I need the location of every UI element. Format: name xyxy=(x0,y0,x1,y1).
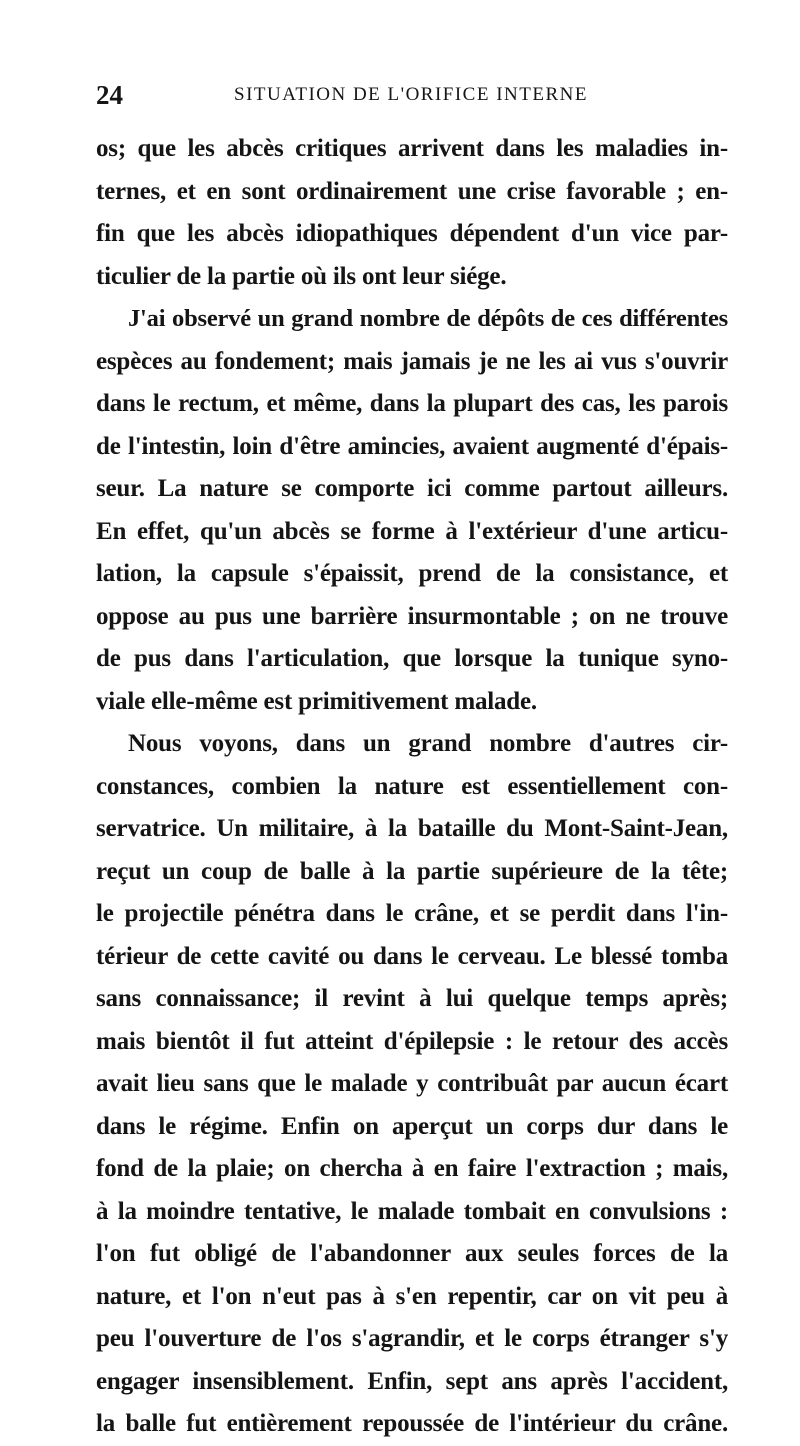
text-line: En effet, qu'un abcès se forme à l'extérieur d'une articu- xyxy=(96,517,728,545)
text-line: dans le régime. Enfin on aperçut un corps dur dans le xyxy=(96,1112,728,1140)
text-line: fond de la plaie; on chercha à en faire l'extraction ; mais, xyxy=(96,1155,728,1182)
text-line: ternes, et en sont ordinairement une crise favorable ; en- xyxy=(96,177,728,205)
text-line: seur. La nature se comporte ici comme partout ailleurs. xyxy=(96,475,728,502)
text-line: sans connaissance; il revint à lui quelque temps après; xyxy=(96,985,728,1012)
text-line: dans le rectum, et même, dans la plupart des cas, les parois xyxy=(96,390,728,417)
running-title: SITUATION DE L'ORIFICE INTERNE xyxy=(234,84,588,105)
text-line: de pus dans l'articulation, que lorsque la tunique syno- xyxy=(96,645,728,672)
text-line: constances, combien la nature est essentiellement con- xyxy=(96,772,728,800)
text-line: viale elle-même est primitivement malade. xyxy=(96,687,537,715)
running-head xyxy=(96,78,726,112)
text-line: peu l'ouverture de l'os s'agrandir, et le corps étranger s'y xyxy=(96,1325,728,1352)
text-line: os; que les abcès critiques arrivent dans les maladies in- xyxy=(96,135,728,162)
text-line: mais bientôt il fut atteint d'épilepsie : le retour des accès xyxy=(96,1027,728,1055)
text-line: oppose au pus une barrière insurmontable ; on ne trouve xyxy=(96,602,728,630)
text-line: espèces au fondement; mais jamais je ne les ai vus s'ouvrir xyxy=(96,347,728,375)
body-text xyxy=(96,128,728,1446)
text-line: Nous voyons, dans un grand nombre d'autres cir- xyxy=(128,730,728,757)
text-line: à la moindre tentative, le malade tombait en convulsions : xyxy=(96,1197,728,1225)
text-line: lation, la capsule s'épaissit, prend de la consistance, et xyxy=(96,560,728,587)
text-line: térieur de cette cavité ou dans le cerveau. Le blessé tomba xyxy=(96,942,728,970)
text-line: l'on fut obligé de l'abandonner aux seules forces de la xyxy=(96,1240,728,1267)
text-line: J'ai observé un grand nombre de dépôts de ces différentes xyxy=(128,305,728,332)
text-line: avait lieu sans que le malade y contribuât par aucun écart xyxy=(96,1070,728,1097)
page-number: 24 xyxy=(96,80,123,110)
text-line: la balle fut entièrement repoussée de l'intérieur du crâne. xyxy=(96,1410,728,1437)
text-line: reçut un coup de balle à la partie supérieure de la tête; xyxy=(96,857,728,885)
text-line: nature, et l'on n'eut pas à s'en repentir, car on vit peu à xyxy=(96,1282,728,1310)
text-line: ticulier de la partie où ils ont leur siége. xyxy=(96,262,507,290)
text-line: le projectile pénétra dans le crâne, et se perdit dans l'in- xyxy=(96,900,728,927)
text-line: de l'intestin, loin d'être amincies, avaient augmenté d'épais- xyxy=(96,432,728,460)
text-line: engager insensiblement. Enfin, sept ans après l'accident, xyxy=(96,1367,728,1395)
text-line: fin que les abcès idiopathiques dépendent d'un vice par- xyxy=(96,220,728,247)
text-line: servatrice. Un militaire, à la bataille du Mont-Saint-Jean, xyxy=(96,815,728,842)
